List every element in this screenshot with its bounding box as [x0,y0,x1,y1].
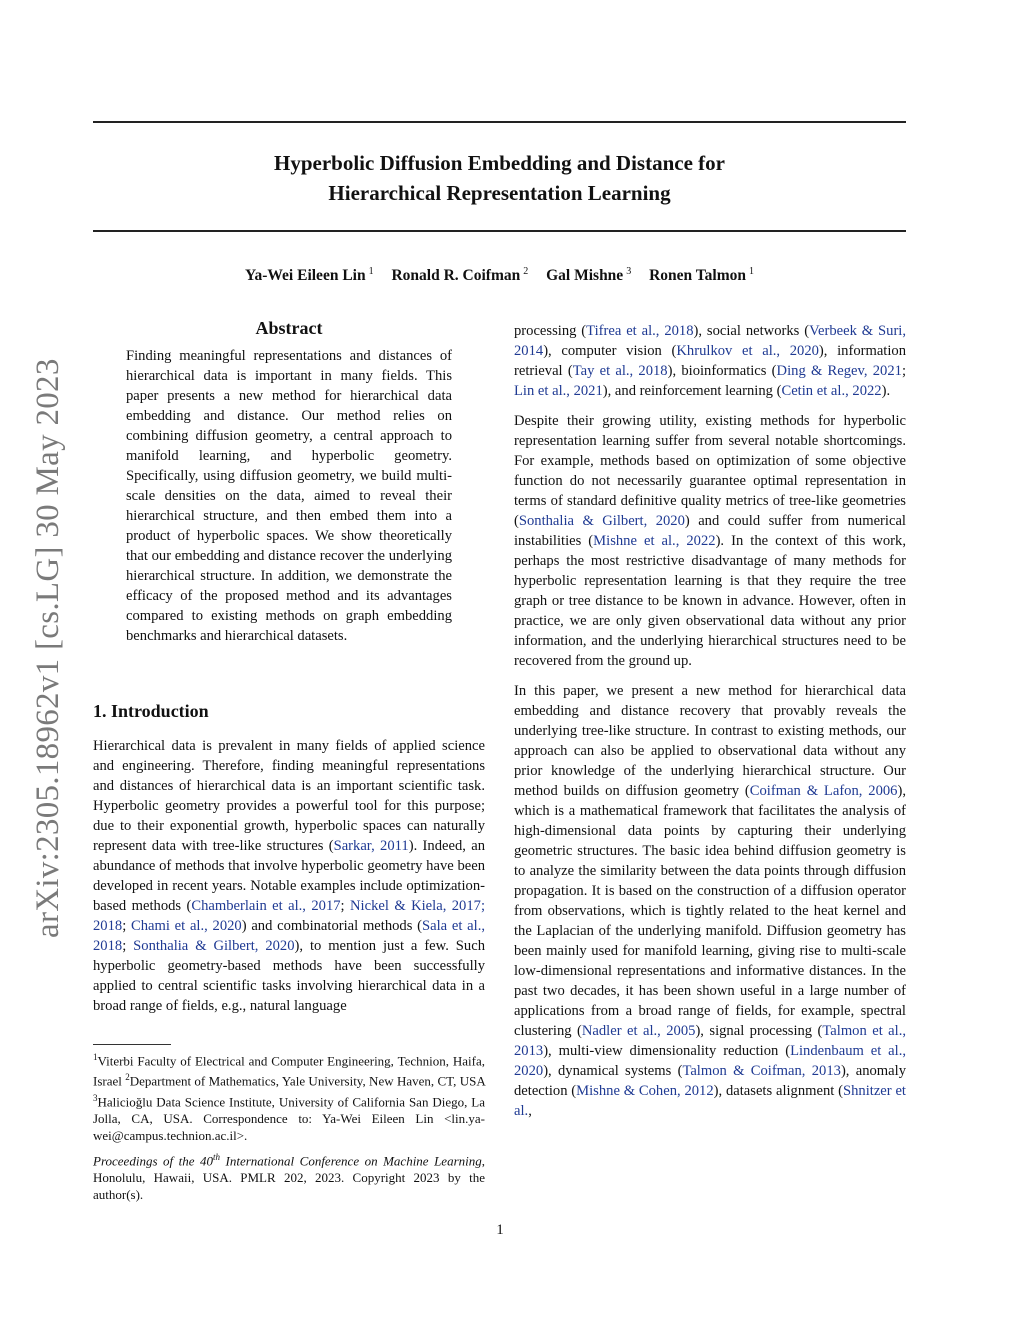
citation-link[interactable]: Lin et al., 2021 [514,383,603,399]
introduction-paragraph: Hierarchical data is prevalent in many fields of applied science and engineering. Therefore, finding meaningful representations and distances of hierarchical data is an important scientific task. Hyperbolic geometry provides a powerful tool for this purpose; due to their exponential growth, hyperbolic spaces can naturally represent data with tree-like structures (Sarkar, 2011). Indeed, an abundance of methods that involve hyperbolic geometry have been developed in recent years. Notable examples include optimization-based methods (Chamberlain et al., 2017; Nickel & Kiela, 2017; 2018; Chami et al., 2020) and combinatorial methods (Sala et al., 2018; Sonthalia & Gilbert, 2020), to mention just a few. Such hyperbolic geometry-based methods have been successfully applied to central scientific tasks involving hierarchical data in a broad range of fields, e.g., natural language [93,738,485,1014]
citation-link[interactable]: Chami et al., 2020 [131,918,242,934]
citation-link[interactable]: Cetin et al., 2022 [781,383,882,399]
citation-link[interactable]: Coifman & Lafon, 2006 [749,783,898,799]
affiliation-mark: 1 [748,266,754,277]
citation-link[interactable]: Tifrea et al., 2018 [586,323,694,339]
citation-link[interactable]: Khrulkov et al., 2020 [676,343,819,359]
footnote-divider [93,1044,171,1045]
affiliation-mark: 3 [626,266,632,277]
citation-link[interactable]: Nickel & Kiela, 2017; 2018 [93,898,485,934]
affiliation-mark: 2 [523,266,529,277]
right-column [514,321,906,1121]
affiliations-footnote: $^1$Viterbi Faculty of Electrical and Computer Engineering, Technion, Haifa, Israel $^2$Department of Mathematics, Yale University, New Haven, CT, USA $^3$Halicioğlu Data Science Institute, University of California San Diego, La Jolla, CA, USA. Correspondence to: Ya-Wei Eileen Lin <lin.ya-wei@campus.technion.ac.il>. [93,1052,485,1143]
citation-link[interactable]: Talmon et al., 2013 [514,1023,907,1059]
paragraph: processing (Tifrea et al., 2018), social networks (Verbeek & Suri, 2014), computer vision (Khrulkov et al., 2020), information retrieval (Tay et al., 2018), bioinformatics (Ding & Regev, 2021; Lin et al., 2021), and reinforcement learning (Cetin et al., 2022). [514,323,907,399]
introduction-heading: 1. Introduction [93,701,209,721]
abstract-heading: Abstract [255,318,323,338]
author-list [93,266,906,285]
citation-link[interactable]: Lindenbaum et al., 2020 [514,1043,907,1079]
arxiv-identifier: arXiv:2305.18962v1 [cs.LG] 30 May 2023 [30,358,66,938]
citation-link[interactable]: Chamberlain et al., 2017 [191,898,341,914]
proceedings-note: Proceedings of the 40th International Conference on Machine Learning, Honolulu, Hawaii, USA. PMLR 202, 2023. Copyright 2023 by the author(s). [93,1152,485,1203]
author: Gal Mishne $^3$ [546,266,632,285]
abstract-text: Finding meaningful representations and distances of hierarchical data is important in many fields. This paper presents a new method for hierarchical data embedding and distance. Our method relies on combining diffusion geometry, a central approach to manifold learning, and hyperbolic geometry. Specifically, using diffusion geometry, we build multi-scale densities on the data, aimed to reveal their hierarchical structure, and then embed them into a product of hyperbolic spaces. We show theoretically that our embedding and distance recover the underlying hierarchical structure. In addition, we demonstrate the efficacy of the proposed method and its advantages compared to existing methods on graph embedding benchmarks and hierarchical datasets. [126,348,452,644]
paper-title [93,148,906,208]
title-line-2: Hierarchical Representation Learning [328,181,671,205]
citation-link[interactable]: Sarkar, 2011 [333,838,409,854]
citation-link[interactable]: Sonthalia & Gilbert, 2020 [133,938,295,954]
citation-link[interactable]: Talmon & Coifman, 2013 [682,1063,841,1079]
citation-link[interactable]: Ding & Regev, 2021 [776,363,902,379]
top-rule [93,121,906,123]
citation-link[interactable]: Mishne et al., 2022 [593,533,716,549]
citation-link[interactable]: Mishne & Cohen, 2012 [576,1083,714,1099]
title-bottom-rule [93,230,906,232]
author: Ronald R. Coifman $^2$ [391,266,529,285]
author: Ya-Wei Eileen Lin $^1$ [245,266,374,285]
citation-link[interactable]: Nadler et al., 2005 [581,1023,696,1039]
citation-link[interactable]: Sonthalia & Gilbert, 2020 [518,513,685,529]
paragraph: Despite their growing utility, existing methods for hyperbolic representation learning suffer from several notable shortcomings. For example, methods based on optimization of some objective function do not necessarily guarantee optimal representation in terms of standard definitive quality metrics of tree-like geometries (Sonthalia & Gilbert, 2020) and could suffer from numerical instabilities (Mishne et al., 2022). In the context of this work, perhaps the most restrictive disadvantage of many methods for hyperbolic representation learning is that they require the tree graph or tree distance to be known in advance. However, often in practice, we are only given observational data without any prior information, and the underlying hierarchical structures need to be recovered from the ground up. [514,413,906,669]
citation-link[interactable]: Shnitzer et al. [514,1083,906,1119]
affiliation-mark: 1 [368,266,374,277]
paragraph: In this paper, we present a new method for hierarchical data embedding and distance recovery that provably reveals the underlying tree-like structure. In contrast to existing methods, our approach can also be applied to observational data without any prior knowledge of the underlying hierarchical structure. Our method builds on diffusion geometry (Coifman & Lafon, 2006), which is a mathematical framework that facilitates the analysis of high-dimensional data points by capturing their underlying geometric structures. The basic idea behind diffusion geometry is to analyze the similarity between the data points through diffusion propagation. It is based on the construction of a diffusion operator from observations, which is tightly related to the heat kernel and the Laplacian of the underlying manifold. Diffusion geometry has been mainly used for manifold learning, giving rise to multi-scale low-dimensional representations and informative distances. In the past two decades, it has been shown useful in a large number of applications from a broad range of fields, for example, spectral clustering (Nadler et al., 2005), signal processing (Talmon et al., 2013), multi-view dimensionality reduction (Lindenbaum et al., 2020), dynamical systems (Talmon & Coifman, 2013), anomaly detection (Mishne & Cohen, 2012), datasets alignment (Shnitzer et al., [514,683,907,1119]
page-number: 1 [496,1222,504,1238]
citation-link[interactable]: Verbeek & Suri, 2014 [514,323,907,359]
citation-link[interactable]: Sala et al., 2018 [93,918,485,954]
citation-link[interactable]: Tay et al., 2018 [572,363,668,379]
author: Ronen Talmon $^1$ [649,266,754,285]
title-line-1: Hyperbolic Diffusion Embedding and Distance for [274,151,725,175]
